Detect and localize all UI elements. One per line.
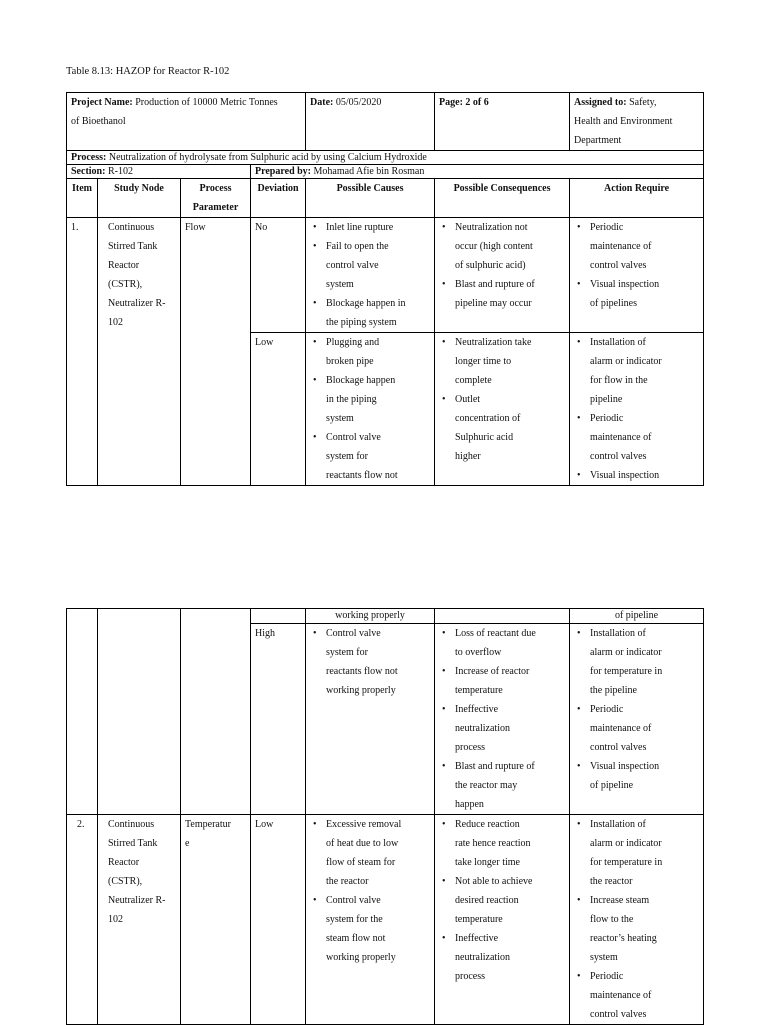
action-cell (570, 333, 704, 486)
list-item-line: Neutralization take (455, 337, 532, 348)
list-item-line: happen (455, 799, 484, 810)
col-consequences: Possible Consequences (435, 179, 570, 218)
bullet-list (310, 624, 430, 700)
list-item-line: alarm or indicator (590, 838, 662, 849)
list-item-line: occur (high content (455, 241, 533, 252)
list-item-line: higher (455, 451, 481, 462)
list-item-line: maintenance of (590, 241, 652, 252)
cell-line: Neutralizer R- (108, 895, 166, 906)
cell-line: Stirred Tank (108, 838, 158, 849)
list-item (326, 891, 430, 967)
table-row (67, 609, 704, 624)
project-name-cell (67, 93, 306, 151)
action-cell (570, 609, 704, 624)
list-item-line: the reactor may (455, 780, 518, 791)
column-header-row (67, 179, 704, 218)
list-item-line: Visual inspection (590, 279, 660, 290)
list-item-line: Periodic (590, 704, 624, 715)
list-item (590, 815, 699, 891)
list-item-line: working properly (326, 952, 396, 963)
list-item-line: Neutralization not (455, 222, 528, 233)
bullet-list (439, 218, 565, 313)
study-node-cell (98, 815, 181, 1025)
list-item-line: control valves (590, 451, 647, 462)
section-value: R-102 (107, 166, 133, 177)
list-item-line: Excessive removal (326, 819, 402, 830)
list-item-line: control valves (590, 1009, 647, 1020)
study-node-cell (98, 609, 181, 815)
consequences-cell (435, 333, 570, 486)
list-item-line: pipeline may occur (455, 298, 532, 309)
deviation-cell: Low (251, 333, 306, 486)
list-item-line: steam flow not (326, 933, 386, 944)
list-item (590, 757, 699, 795)
list-item-line: Increase steam (590, 895, 650, 906)
consequences-cell (435, 624, 570, 815)
bullet-list (574, 218, 699, 313)
list-item-line: working properly (326, 685, 396, 696)
prepared-value: Mohamad Afie bin Rosman (313, 166, 425, 177)
list-item (590, 275, 699, 313)
bullet-list (310, 218, 430, 332)
list-item-line: Visual inspection (590, 761, 660, 772)
action-continued: of pipeline (614, 610, 659, 621)
bullet-list (439, 333, 565, 466)
causes-cell (306, 815, 435, 1025)
col-item: Item (67, 179, 98, 218)
assigned-value-2: Health and Environment (574, 116, 673, 127)
list-item (590, 624, 699, 700)
bullet-list (310, 333, 430, 485)
list-item (590, 409, 699, 466)
assigned-label: Assigned to: (574, 97, 627, 108)
page-cell (435, 93, 570, 151)
assigned-value-3: Department (574, 135, 622, 146)
list-item-line: concentration of (455, 413, 521, 424)
consequences-cell (435, 815, 570, 1025)
project-value: Production of 10000 Metric Tonnes (135, 97, 278, 108)
item-cell: 1. (67, 218, 98, 486)
list-item-line: Installation of (590, 819, 646, 830)
study-node-cell (98, 218, 181, 486)
list-item (455, 700, 565, 757)
list-item-line: pipeline (590, 394, 623, 405)
list-item-line: the piping system (326, 317, 397, 328)
consequences-cell (435, 218, 570, 333)
cell-line: Continuous (108, 819, 155, 830)
list-item-line: Periodic (590, 971, 624, 982)
list-item (590, 333, 699, 409)
bullet-list (574, 624, 699, 795)
cell-line: Reactor (108, 260, 140, 271)
list-item-line: complete (455, 375, 492, 386)
causes-cell (306, 218, 435, 333)
list-item-line: control valves (590, 260, 647, 271)
list-item-line: flow of steam for (326, 857, 396, 868)
list-item (326, 218, 430, 237)
parameter-cell (181, 609, 251, 815)
bullet-list (574, 815, 699, 1024)
deviation-cell: Low (251, 815, 306, 1025)
list-item (326, 428, 430, 485)
list-item-line: Outlet (455, 394, 481, 405)
list-item-line: Not able to achieve (455, 876, 533, 887)
cell-line: 102 (108, 317, 123, 328)
list-item-line: for flow in the (590, 375, 648, 386)
list-item-line: flow to the (590, 914, 634, 925)
list-item-line: maintenance of (590, 723, 652, 734)
section-cell (67, 165, 251, 179)
cell-line: e (185, 838, 190, 849)
list-item (326, 815, 430, 891)
list-item-line: Inlet line rupture (326, 222, 394, 233)
action-cell (570, 815, 704, 1025)
list-item (326, 294, 430, 332)
bullet-list (310, 815, 430, 967)
date-label: Date: (310, 97, 334, 108)
table-row (67, 815, 704, 1025)
list-item (590, 218, 699, 275)
list-item-line: system (326, 413, 354, 424)
prepared-label: Prepared by: (255, 166, 312, 177)
cell-line: (CSTR), (108, 279, 143, 290)
list-item-line: in the piping (326, 394, 377, 405)
list-item (455, 872, 565, 929)
list-item-line: system (590, 952, 618, 963)
list-item-line: maintenance of (590, 432, 652, 443)
list-item-line: neutralization (455, 723, 510, 734)
list-item-line: Blast and rupture of (455, 761, 535, 772)
section-label: Section: (71, 166, 106, 177)
cause-continued: working properly (335, 610, 405, 621)
list-item-line: system for (326, 647, 368, 658)
list-item (590, 700, 699, 757)
list-item-line: take longer time (455, 857, 520, 868)
list-item-line: Control valve (326, 895, 381, 906)
list-item-line: rate hence reaction (455, 838, 531, 849)
list-item (326, 624, 430, 700)
list-item-line: Blockage happen (326, 375, 396, 386)
list-item-line: Visual inspection (590, 470, 660, 481)
cell-line: Continuous (108, 222, 155, 233)
page-label: Page: 2 of 6 (439, 97, 489, 108)
bullet-list (574, 333, 699, 485)
list-item-line: Control valve (326, 628, 381, 639)
list-item-line: alarm or indicator (590, 356, 662, 367)
list-item-line: Installation of (590, 337, 646, 348)
item-cell (67, 609, 98, 815)
list-item-line: for temperature in (590, 857, 663, 868)
list-item-line: of sulphuric acid) (455, 260, 526, 271)
list-item-line: Loss of reactant due (455, 628, 536, 639)
list-item-line: Periodic (590, 222, 624, 233)
cell-line: (CSTR), (108, 876, 143, 887)
list-item-line: Blast and rupture of (455, 279, 535, 290)
assigned-value: Safety, (629, 97, 657, 108)
assigned-cell (570, 93, 704, 151)
list-item-line: Sulphuric acid (455, 432, 514, 443)
bullet-list (439, 815, 565, 986)
list-item-line: neutralization (455, 952, 510, 963)
list-item-line: maintenance of (590, 990, 652, 1001)
col-study-node: Study Node (98, 179, 181, 218)
col-causes: Possible Causes (306, 179, 435, 218)
list-item-line: reactants flow not (326, 666, 398, 677)
list-item (455, 662, 565, 700)
list-item (455, 390, 565, 466)
hazop-table-part1 (66, 92, 704, 486)
list-item-line: Installation of (590, 628, 646, 639)
cell-line: 102 (108, 914, 123, 925)
col-process-parameter-2: Parameter (192, 202, 239, 213)
col-action: Action Require (570, 179, 704, 218)
list-item-line: system (326, 279, 354, 290)
list-item-line: control valves (590, 742, 647, 753)
list-item-line: alarm or indicator (590, 647, 662, 658)
col-process-parameter-1: Process (199, 183, 232, 194)
list-item-line: broken pipe (326, 356, 374, 367)
bullet-list (439, 624, 565, 814)
list-item (455, 757, 565, 814)
list-item-line: for temperature in (590, 666, 663, 677)
list-item (455, 275, 565, 313)
date-cell (306, 93, 435, 151)
table-caption: Table 8.13: HAZOP for Reactor R-102 (66, 66, 230, 77)
process-label: Process: (71, 152, 107, 163)
list-item (455, 624, 565, 662)
list-item-line: desired reaction (455, 895, 519, 906)
action-cell (570, 624, 704, 815)
header-row-project (67, 93, 704, 151)
list-item (455, 815, 565, 872)
causes-cell (306, 609, 435, 624)
date-value: 05/05/2020 (335, 97, 382, 108)
list-item (326, 237, 430, 294)
list-item-line: temperature (455, 685, 503, 696)
list-item (455, 333, 565, 390)
list-item-line: temperature (455, 914, 503, 925)
list-item-line: Control valve (326, 432, 381, 443)
list-item-line: of heat due to low (326, 838, 399, 849)
list-item-line: Increase of reactor (455, 666, 530, 677)
list-item-line: the reactor (590, 876, 633, 887)
header-row-process (67, 151, 704, 165)
list-item-line: process (455, 971, 485, 982)
deviation-cell: No (251, 218, 306, 333)
list-item-line: of pipeline (590, 780, 634, 791)
list-item-line: to overflow (455, 647, 502, 658)
list-item (590, 967, 699, 1024)
process-cell (67, 151, 704, 165)
deviation-cell: High (251, 624, 306, 815)
parameter-cell: Flow (181, 218, 251, 486)
list-item-line: Blockage happen in (326, 298, 406, 309)
deviation-cell (251, 609, 306, 624)
list-item (455, 929, 565, 986)
prepared-cell (251, 165, 704, 179)
col-deviation: Deviation (251, 179, 306, 218)
list-item-line: system for the (326, 914, 383, 925)
causes-cell (306, 333, 435, 486)
item-cell: 2. (67, 815, 98, 1025)
list-item (590, 466, 699, 485)
table-row (67, 218, 704, 333)
hazop-table-part2 (66, 608, 704, 1025)
causes-cell (306, 624, 435, 815)
list-item-line: the reactor (326, 876, 369, 887)
list-item (590, 891, 699, 967)
list-item-line: Fail to open the (326, 241, 389, 252)
list-item-line: process (455, 742, 485, 753)
list-item-line: Periodic (590, 413, 624, 424)
list-item-line: Plugging and (326, 337, 380, 348)
consequences-cell (435, 609, 570, 624)
list-item-line: longer time to (455, 356, 512, 367)
parameter-cell (181, 815, 251, 1025)
list-item-line: Ineffective (455, 704, 499, 715)
header-row-section (67, 165, 704, 179)
list-item-line: reactor’s heating (590, 933, 657, 944)
list-item-line: control valve (326, 260, 379, 271)
cell-line: Temperatur (185, 819, 231, 830)
list-item (455, 218, 565, 275)
list-item-line: of pipelines (590, 298, 637, 309)
cell-line: Stirred Tank (108, 241, 158, 252)
cell-line: Reactor (108, 857, 140, 868)
list-item (326, 371, 430, 428)
cell-line: Neutralizer R- (108, 298, 166, 309)
process-value: Neutralization of hydrolysate from Sulphuric acid by using Calcium Hydroxide (108, 152, 427, 163)
list-item (326, 333, 430, 371)
action-cell (570, 218, 704, 333)
project-value-2: of Bioethanol (71, 116, 126, 127)
col-process-parameter (181, 179, 251, 218)
list-item-line: Ineffective (455, 933, 499, 944)
list-item-line: Reduce reaction (455, 819, 520, 830)
list-item-line: the pipeline (590, 685, 637, 696)
project-label: Project Name: (71, 97, 133, 108)
list-item-line: system for (326, 451, 368, 462)
list-item-line: reactants flow not (326, 470, 398, 481)
